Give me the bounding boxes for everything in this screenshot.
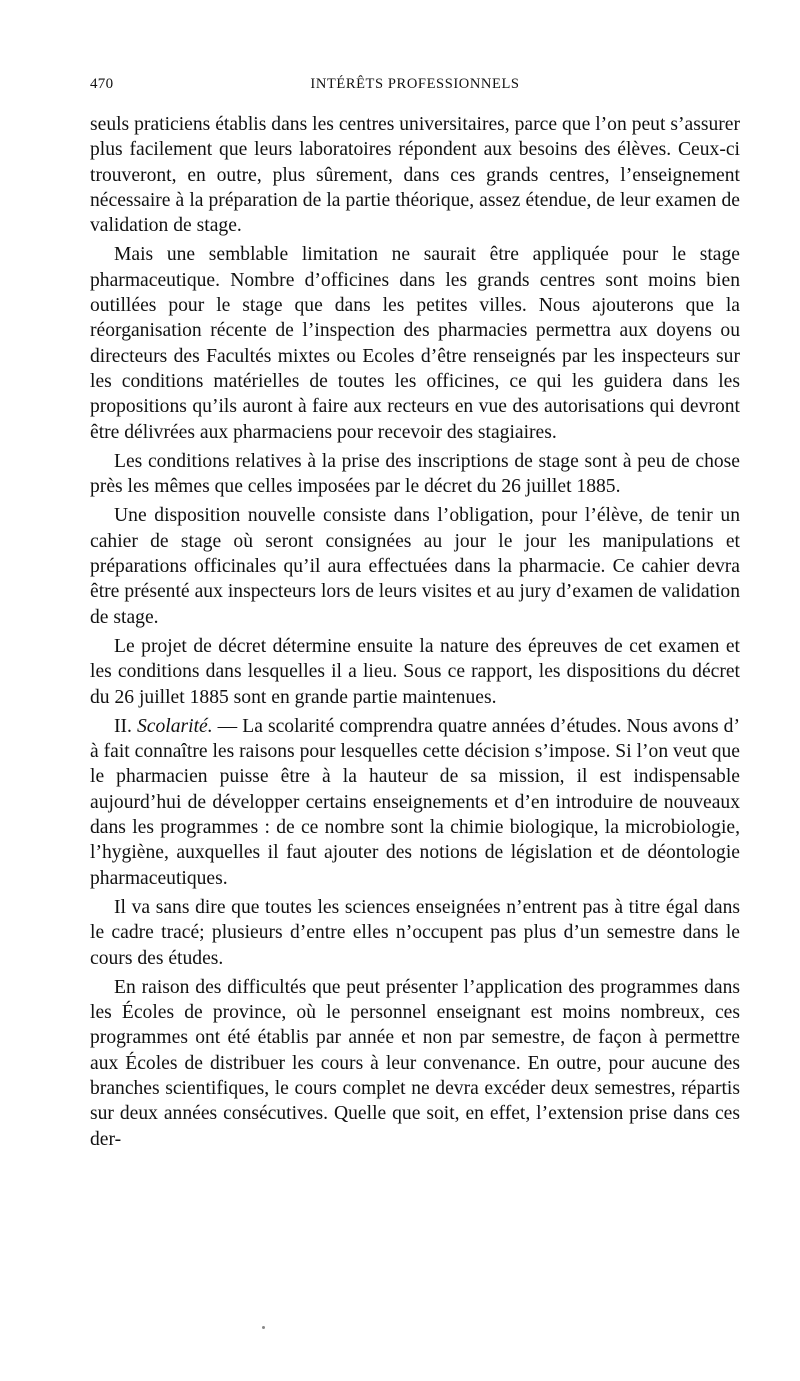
paragraph: Le projet de décret détermine ensuite la nature des épreuves de cet examen et les conditions dans lesquelles il a lieu. Sous ce rapport, les dispositions du décret du 26 juillet 1885 sont en grande partie maintenues. xyxy=(90,635,740,708)
section-numeral: II. xyxy=(114,715,132,737)
page-number: 470 xyxy=(90,76,114,92)
stray-mark xyxy=(262,1326,265,1329)
paragraph: seuls praticiens établis dans les centres universitaires, parce que l’on peut s’assurer plus facilement que leurs laboratoires répondent aux besoins des élèves. Ceux-ci trouveront, en outre, plus sûrement, dans ces grands centres, l’enseignement nécessaire à la préparation de la partie théorique, assez étendue, de leur examen de validation de stage. xyxy=(90,114,740,237)
body-text xyxy=(90,112,740,1156)
paragraph: Les conditions relatives à la prise des inscriptions de stage sont à peu de chose près les mêmes que celles imposées par le décret du 26 juillet 1885. xyxy=(90,450,740,498)
page-header xyxy=(90,76,740,100)
paragraph: En raison des difficultés que peut présenter l’application des programmes dans les Écoles de province, où le personnel enseignant est moins nombreux, ces programmes ont été établis par année et non par semestre, de façon à permettre aux Écoles de distribuer les cours à leur convenance. En outre, pour aucune des branches scientifiques, le cours complet ne devra excéder deux semestres, répartis sur deux années consécutives. Quelle que soit, en effet, l’extension prise dans ces der- xyxy=(90,976,740,1150)
running-title: INTÉRÊTS PROFESSIONNELS xyxy=(310,76,520,92)
paragraph: Il va sans dire que toutes les sciences enseignées n’entrent pas à titre égal dans le cadre tracé; plusieurs d’entre elles n’occupent pas plus d’un semestre dans le cours des études. xyxy=(90,896,740,969)
paragraph: Une disposition nouvelle consiste dans l’obligation, pour l’élève, de tenir un cahier de stage où seront consignées au jour le jour les manipulations et préparations officinales qu’il aura effectuées dans la pharmacie. Ce cahier devra être présenté aux inspecteurs lors de leurs visites et au jury d’examen de validation de stage. xyxy=(90,505,740,628)
section-text: — La scolarité comprendra quatre années d’études. Nous avons d’ à fait connaître les raisons pour lesquelles cette décision s’impose. Si l’on veut que le pharmacien puisse être à la hauteur de sa mission, il est indispensable aujourd’hui de développer certains enseignements et d’en introduire de nouveaux dans les programmes : de ce nombre sont la chimie biologique, la microbiologie, l’hygiène, auxquelles il faut ajouter des notions de législation et de déontologie pharmaceutiques. xyxy=(90,715,740,889)
paragraph: Mais une semblable limitation ne saurait être appliquée pour le stage pharmaceutique. Nombre d’officines dans les grands centres sont moins bien outillées pour le stage que dans les petites villes. Nous ajouterons que la réorganisation récente de l’inspection des pharmacies permettra aux doyens ou directeurs des Facultés mixtes ou Ecoles d’être renseignés par les inspecteurs sur les conditions matérielles de toutes les officines, ce qui les guidera dans les propositions qu’ils auront à faire aux recteurs en vue des autorisations qui devront être délivrées aux pharmaciens pour recevoir des stagiaires. xyxy=(90,244,740,443)
section-label: Scolarité. xyxy=(136,715,213,737)
section-paragraph xyxy=(90,714,740,891)
